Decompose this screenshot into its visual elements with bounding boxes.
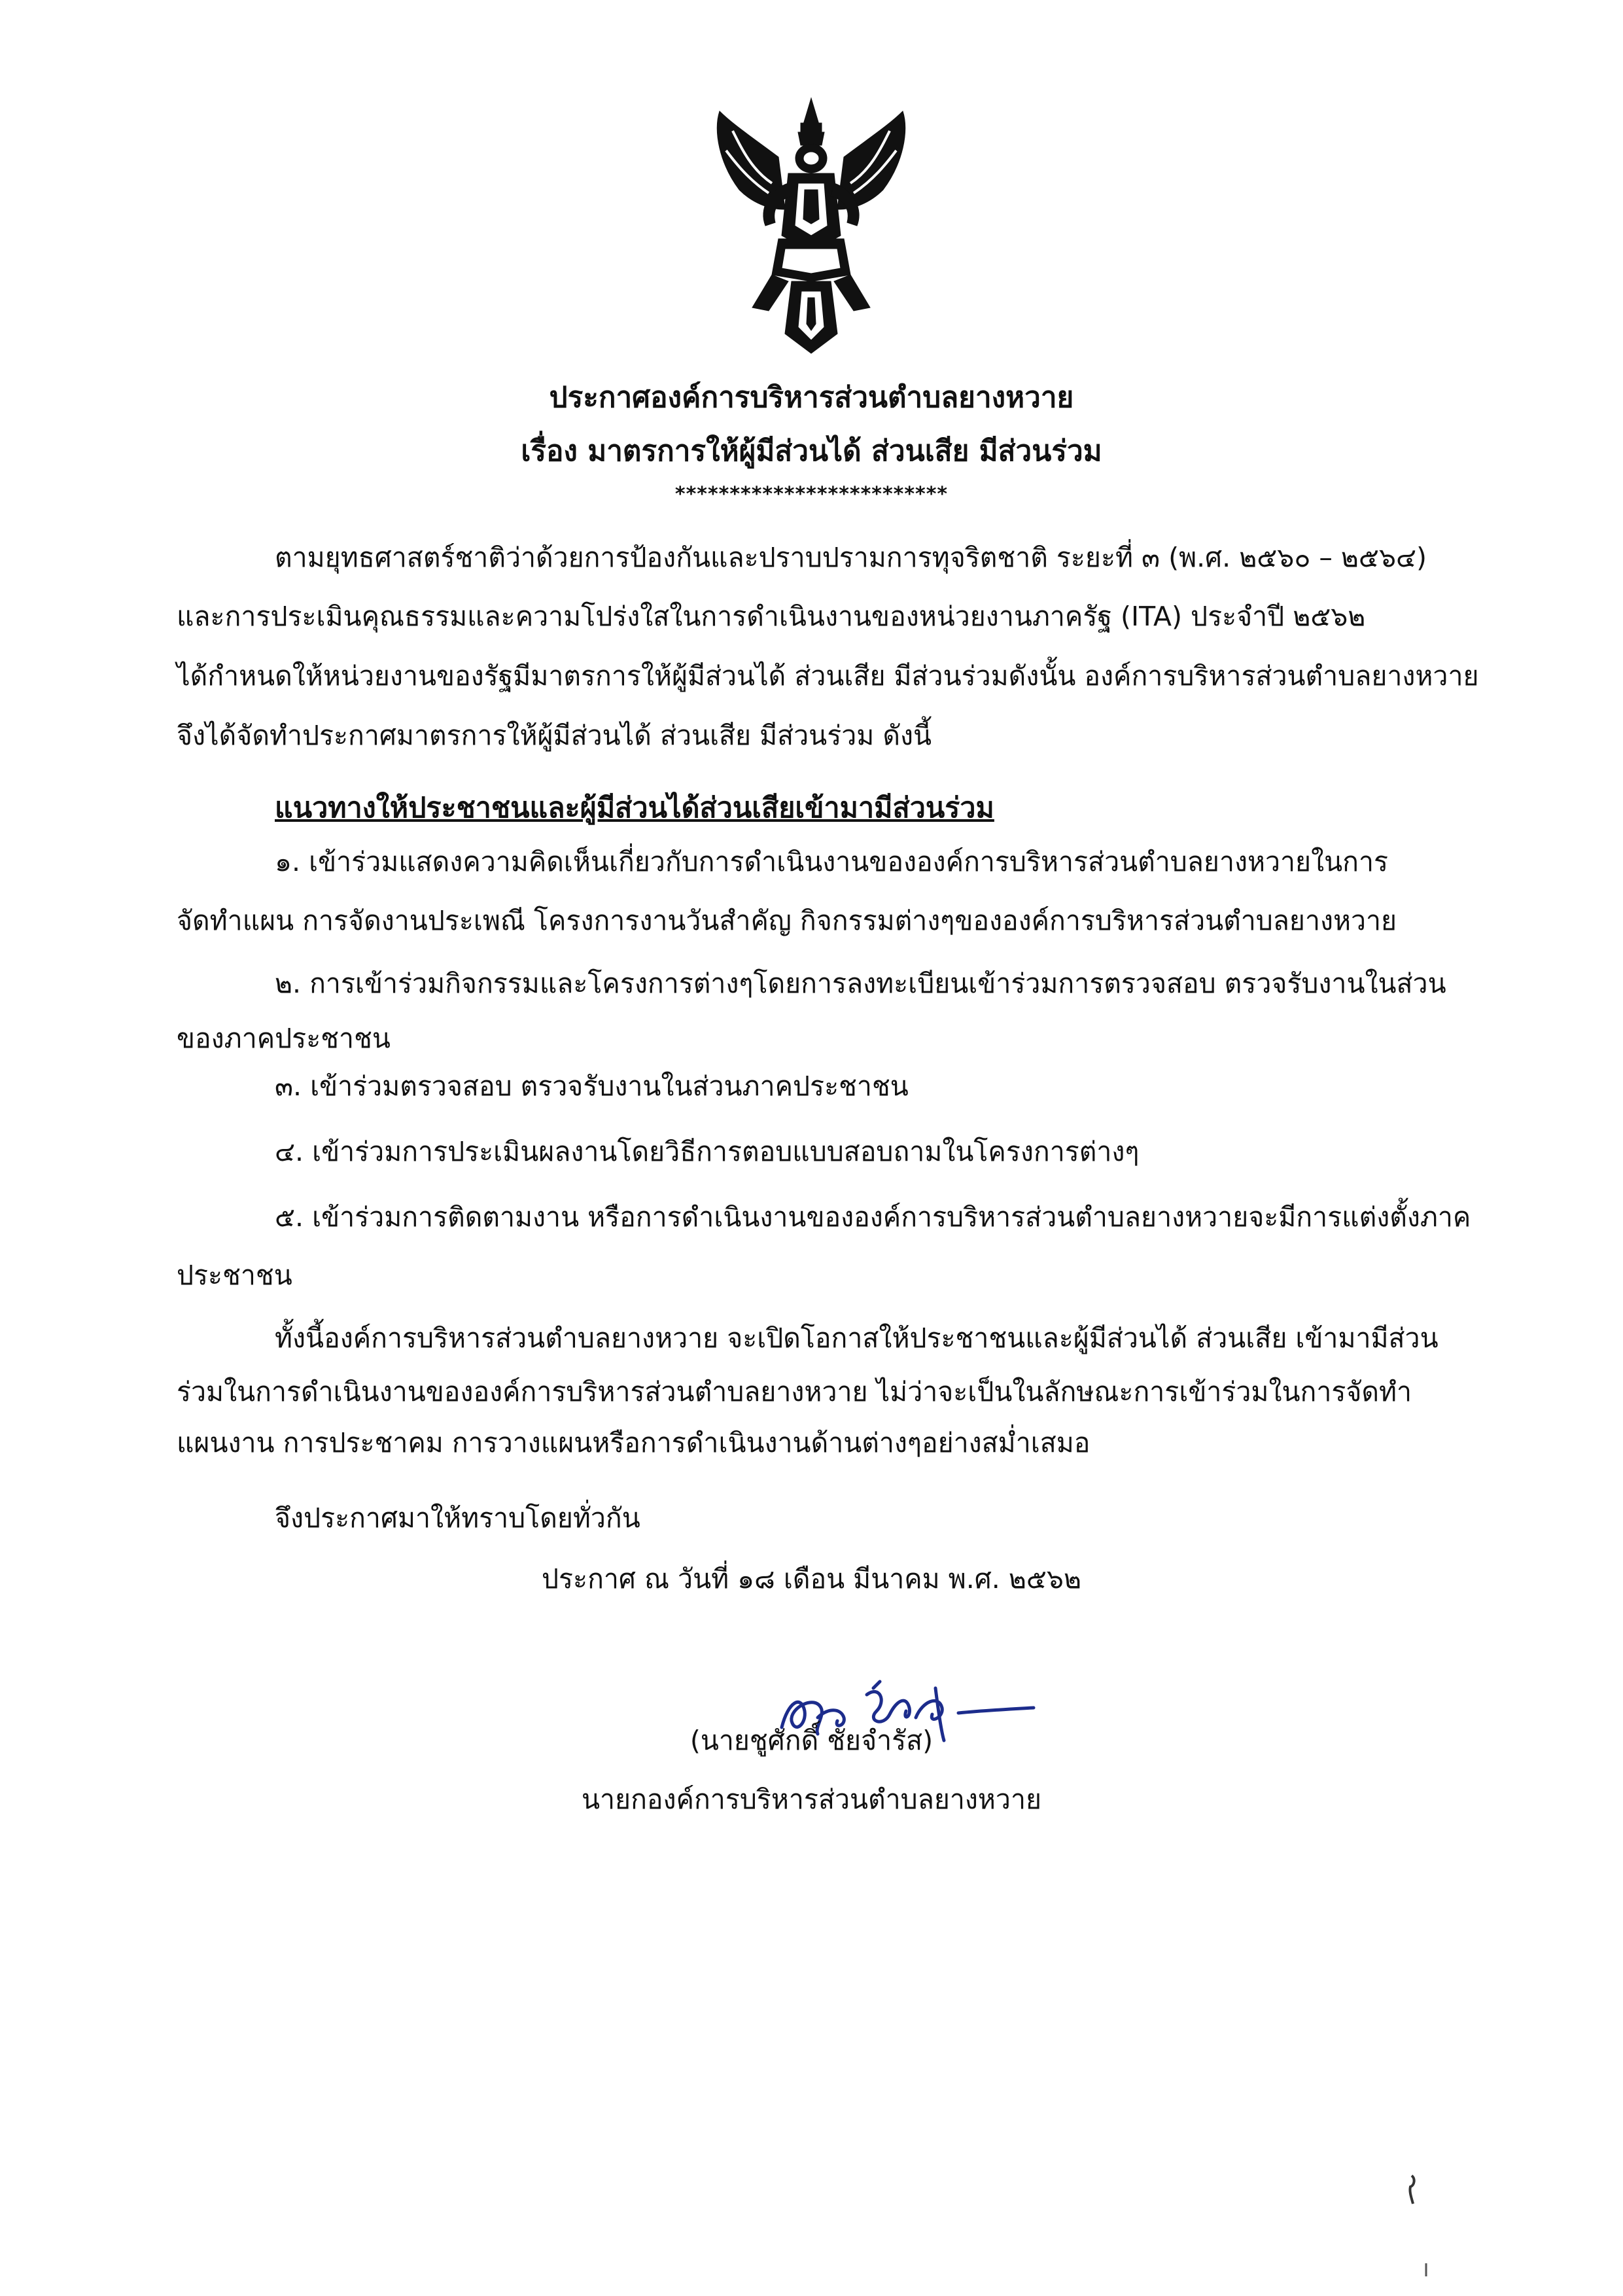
announce-line: จึงประกาศมาให้ทราบโดยทั่วกัน: [275, 1502, 640, 1534]
title-divider: *************************: [674, 483, 949, 506]
closing-line: แผนงาน การประชาคม การวางแผนหรือการดำเนินงานด้านต่างๆอย่างสม่ำเสมอ: [177, 1427, 1091, 1458]
garuda-emblem-icon: [707, 85, 916, 360]
guideline-item-3: ๓. เข้าร่วมตรวจสอบ ตรวจรับงานในส่วนภาคประชาชน: [275, 1070, 909, 1102]
scan-speck-icon: [1400, 2172, 1426, 2212]
intro-line: ตามยุทธศาสตร์ชาติว่าด้วยการป้องกันและปราบปรามการทุจริตชาติ ระยะที่ ๓ (พ.ศ. ๒๕๖๐ – ๒๕๖๔): [275, 542, 1427, 573]
guideline-item-1-cont: จัดทำแผน การจัดงานประเพณี โครงการงานวันสำคัญ กิจกรรมต่างๆขององค์การบริหารส่วนตำบลยางหวาย: [177, 905, 1397, 936]
date-line: ประกาศ ณ วันที่ ๑๘ เดือน มีนาคม พ.ศ. ๒๕๖๒: [542, 1563, 1081, 1595]
document-title: ประกาศองค์การบริหารส่วนตำบลยางหวาย: [549, 381, 1074, 414]
scan-speck-icon: [1420, 2261, 1433, 2280]
intro-line: ได้กำหนดให้หน่วยงานของรัฐมีมาตรการให้ผู้มีส่วนได้ ส่วนเสีย มีส่วนร่วมดังนั้น องค์การบริหารส่วนตำบลยางหวาย: [177, 660, 1479, 692]
guideline-item-5-cont: ประชาชน: [177, 1260, 292, 1291]
intro-line: และการประเมินคุณธรรมและความโปร่งใสในการดำเนินงานของหน่วยงานภาครัฐ (ITA) ประจำปี ๒๕๖๒: [177, 601, 1366, 632]
signer-name: (นายชูศักดิ์ ชัยจำรัส): [689, 1725, 934, 1756]
signer-position: นายกองค์การบริหารส่วนตำบลยางหวาย: [582, 1784, 1041, 1815]
guideline-heading: แนวทางให้ประชาชนและผู้มีส่วนได้ส่วนเสียเข้ามามีส่วนร่วม: [275, 792, 994, 824]
guideline-item-5: ๕. เข้าร่วมการติดตามงาน หรือการดำเนินงานขององค์การบริหารส่วนตำบลยางหวายจะมีการแต่งตั้งภาค: [275, 1201, 1471, 1233]
guideline-item-2-cont: ของภาคประชาชน: [177, 1023, 391, 1054]
document-subject: เรื่อง มาตรการให้ผู้มีส่วนได้ ส่วนเสีย มีส่วนร่วม: [521, 434, 1102, 468]
intro-line: จึงได้จัดทำประกาศมาตรการให้ผู้มีส่วนได้ ส่วนเสีย มีส่วนร่วม ดังนี้: [177, 720, 932, 751]
closing-line: ร่วมในการดำเนินงานขององค์การบริหารส่วนตำบลยางหวาย ไม่ว่าจะเป็นในลักษณะการเข้าร่วมในการจัดทำ: [177, 1376, 1412, 1407]
guideline-item-1: ๑. เข้าร่วมแสดงความคิดเห็นเกี่ยวกับการดำเนินงานขององค์การบริหารส่วนตำบลยางหวายในการ: [275, 846, 1389, 877]
guideline-item-2: ๒. การเข้าร่วมกิจกรรมและโครงการต่างๆโดยการลงทะเบียนเข้าร่วมการตรวจสอบ ตรวจรับงานในส่วน: [275, 968, 1446, 999]
guideline-item-4: ๔. เข้าร่วมการประเมินผลงานโดยวิธีการตอบแบบสอบถามในโครงการต่างๆ: [275, 1136, 1140, 1167]
closing-line: ทั้งนี้องค์การบริหารส่วนตำบลยางหวาย จะเปิดโอกาสให้ประชาชนและผู้มีส่วนได้ ส่วนเสีย เข้ามามีส่วน: [275, 1322, 1439, 1354]
